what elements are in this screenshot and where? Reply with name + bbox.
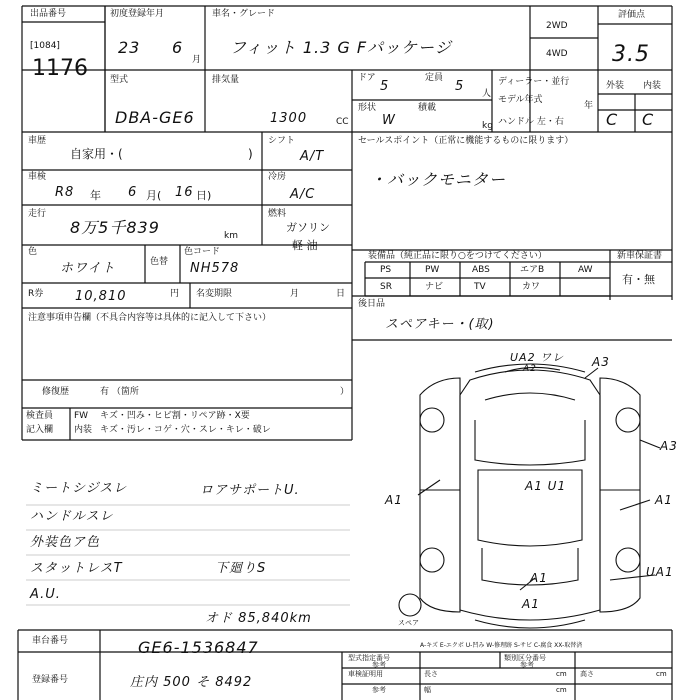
shape-label: 形状: [358, 103, 377, 113]
door-label: ドア: [358, 73, 376, 83]
first-reg-label: 初度登録年月: [110, 9, 165, 19]
fuel-label: 燃料: [268, 209, 287, 219]
length-label: 長さ: [424, 670, 438, 678]
inspection-day-unit: 日): [196, 189, 212, 202]
displacement-value: 1300: [270, 111, 308, 126]
comment-right-2: 下廻りS: [215, 561, 267, 576]
repair-close: ）: [340, 387, 350, 397]
mark-ua1: UA1: [646, 565, 674, 579]
inspection-year-unit: 年: [90, 189, 101, 202]
notes-label: 注意事項申告欄（不具合内容等は具体的に記入して下さい）: [28, 313, 272, 323]
equip-ps: PS: [380, 265, 392, 275]
class-sub: 参考: [520, 661, 534, 669]
later-label: 後日品: [358, 299, 386, 309]
inspector-label-2: 記入欄: [26, 425, 54, 435]
equip-sr: SR: [380, 282, 392, 292]
inspection-day: 16: [175, 185, 194, 200]
r-ken-label: R券: [28, 289, 44, 299]
later-value: スペアキー・(取): [385, 317, 495, 332]
model-label: 型式: [110, 75, 129, 85]
odometer-note: オド 85,840km: [205, 611, 312, 626]
length-unit: cm: [556, 670, 567, 678]
mark-a3-top: A3: [592, 355, 610, 369]
exterior-label: 外装: [606, 81, 625, 91]
fuel-diesel: 軽 油: [292, 239, 318, 252]
mileage-unit: km: [224, 231, 238, 241]
cert-label: 車検証明用: [348, 670, 383, 678]
seats-unit: 人: [482, 89, 492, 99]
handle-label: ハンドル 左・右: [498, 117, 564, 127]
history-label: 車歴: [28, 136, 47, 146]
comment-line-3: 外装色ア色: [30, 535, 101, 550]
interior-grade: C: [642, 110, 655, 129]
fuel-gasoline: ガソリン: [286, 221, 330, 234]
equip-label: 装備品（純正品に限り○をつけてください）: [368, 251, 547, 261]
sales-value: ・バックモニター: [370, 170, 507, 189]
comment-line-1: ミートシジスレ: [30, 481, 128, 496]
meigi-month: 月: [290, 289, 300, 299]
inspector-int-items: キズ・汚レ・コゲ・穴・スレ・キレ・破レ: [100, 425, 271, 435]
drive-4wd: 4WD: [546, 49, 568, 59]
history-close: ): [248, 147, 253, 161]
mark-top: UA2 ワレ: [510, 351, 565, 364]
ac-label: 冷房: [268, 172, 287, 182]
mark-top-2: A2: [523, 364, 537, 374]
displacement-label: 排気量: [212, 75, 240, 85]
equip-abs: ABS: [472, 265, 490, 275]
history-value: 自家用・(: [70, 147, 123, 161]
meigi-label: 名変期限: [196, 289, 233, 299]
mileage-value: 8万5千839: [70, 218, 160, 237]
repair-label: 修復歴: [42, 387, 70, 397]
displacement-unit: CC: [336, 117, 349, 127]
shift-value: A/T: [300, 149, 325, 164]
model-year-label: モデル年式: [498, 95, 543, 105]
mark-a1-rear: A1: [530, 571, 548, 585]
first-reg-month: 6: [172, 38, 184, 57]
dealer-label: ディーラー・並行: [498, 77, 570, 87]
meigi-day: 日: [336, 289, 346, 299]
vehicle-name: フィット 1.3 G Fパッケージ: [230, 38, 452, 57]
equip-navi: ナビ: [425, 282, 444, 292]
seats-label: 定員: [425, 73, 444, 83]
comment-line-4: スタットレスT: [30, 561, 123, 576]
load-label: 積載: [418, 103, 437, 113]
cert-sub: 参考: [372, 686, 386, 694]
inspection-month: 6: [128, 185, 138, 200]
equip-leather: カワ: [522, 282, 541, 292]
equip-aw: AW: [578, 265, 593, 275]
mark-a1-center: A1 U1: [525, 479, 567, 493]
mark-a3-right: A3: [660, 439, 678, 453]
ac-value: A/C: [290, 187, 316, 202]
registration-value: 庄内 500 そ 8492: [130, 675, 253, 690]
interior-label: 内装: [643, 81, 662, 91]
repair-value: 有 （箇所: [100, 387, 139, 397]
mark-a1-bottom: A1: [522, 597, 540, 611]
grade-label: 評価点: [618, 10, 646, 20]
registration-label: 登録番号: [32, 675, 69, 685]
first-reg-month-unit: 月: [192, 55, 202, 65]
exterior-grade: C: [606, 110, 619, 129]
warranty-value: 有・無: [622, 273, 655, 286]
comment-right-1: ロアサポートU.: [200, 483, 300, 498]
door-value: 5: [380, 79, 390, 94]
inspector-label-1: 検査員: [26, 411, 54, 421]
inspector-fw-items: キズ・凹み・ヒビ割・リペア跡・X要: [100, 411, 250, 421]
type-designation-label: 型式指定番号: [348, 654, 390, 662]
width-unit: cm: [556, 686, 567, 694]
equip-airbag: エアB: [520, 265, 545, 275]
lot-number: 1176: [32, 56, 88, 81]
height-label: 高さ: [580, 670, 594, 678]
colorcode-value: NH578: [190, 261, 240, 276]
inspector-int-label: 内装: [74, 425, 93, 435]
inspection-label: 車検: [28, 172, 47, 182]
colorcode-label: 色コード: [184, 247, 221, 257]
seats-value: 5: [455, 79, 465, 94]
chassis-value: GE6-1536847: [138, 638, 259, 657]
class-label: 類別区分番号: [504, 654, 546, 662]
yen-unit: 円: [170, 289, 180, 299]
inspection-year: R8: [55, 185, 75, 200]
damage-legend: A-キズ E-エクボ U-凹み W-修理跡 S-サビ C-腐食 XX-取替済: [420, 642, 583, 649]
grade-value: 3.5: [612, 42, 650, 67]
shape-value: W: [382, 113, 396, 128]
inspector-fw-label: FW: [74, 411, 89, 421]
sales-label: セールスポイント（正常に機能するものに限ります）: [358, 136, 574, 146]
spare-label: スペア: [398, 619, 419, 627]
lot-sub: [1084]: [30, 41, 60, 51]
comment-line-5: A.U.: [30, 587, 61, 602]
type-designation-sub: 参考: [372, 661, 386, 669]
color-swap-label: 色替: [150, 257, 169, 267]
equip-tv: TV: [474, 282, 486, 292]
mileage-label: 走行: [28, 209, 47, 219]
car-diagram: [399, 364, 640, 628]
mark-a1-right: A1: [655, 493, 673, 507]
warranty-label: 新車保証書: [617, 251, 663, 261]
equip-pw: PW: [425, 265, 440, 275]
first-reg-year: 23: [118, 38, 141, 57]
height-unit: cm: [656, 670, 667, 678]
model-year-unit: 年: [584, 101, 594, 111]
lot-label: 出品番号: [30, 9, 67, 19]
inspection-month-unit: 月(: [146, 189, 162, 202]
load-unit: kg: [482, 121, 493, 131]
model-value: DBA-GE6: [115, 108, 195, 127]
width-label: 幅: [424, 686, 431, 694]
color-value: ホワイト: [60, 261, 116, 276]
mark-a1-left: A1: [385, 493, 403, 507]
comment-line-2: ハンドルスレ: [30, 509, 114, 524]
drive-2wd: 2WD: [546, 21, 568, 31]
chassis-label: 車台番号: [32, 636, 69, 646]
name-label: 車名・グレード: [212, 9, 276, 19]
shift-label: シフト: [268, 136, 296, 146]
r-ken-value: 10,810: [75, 289, 127, 304]
color-label: 色: [28, 247, 38, 257]
